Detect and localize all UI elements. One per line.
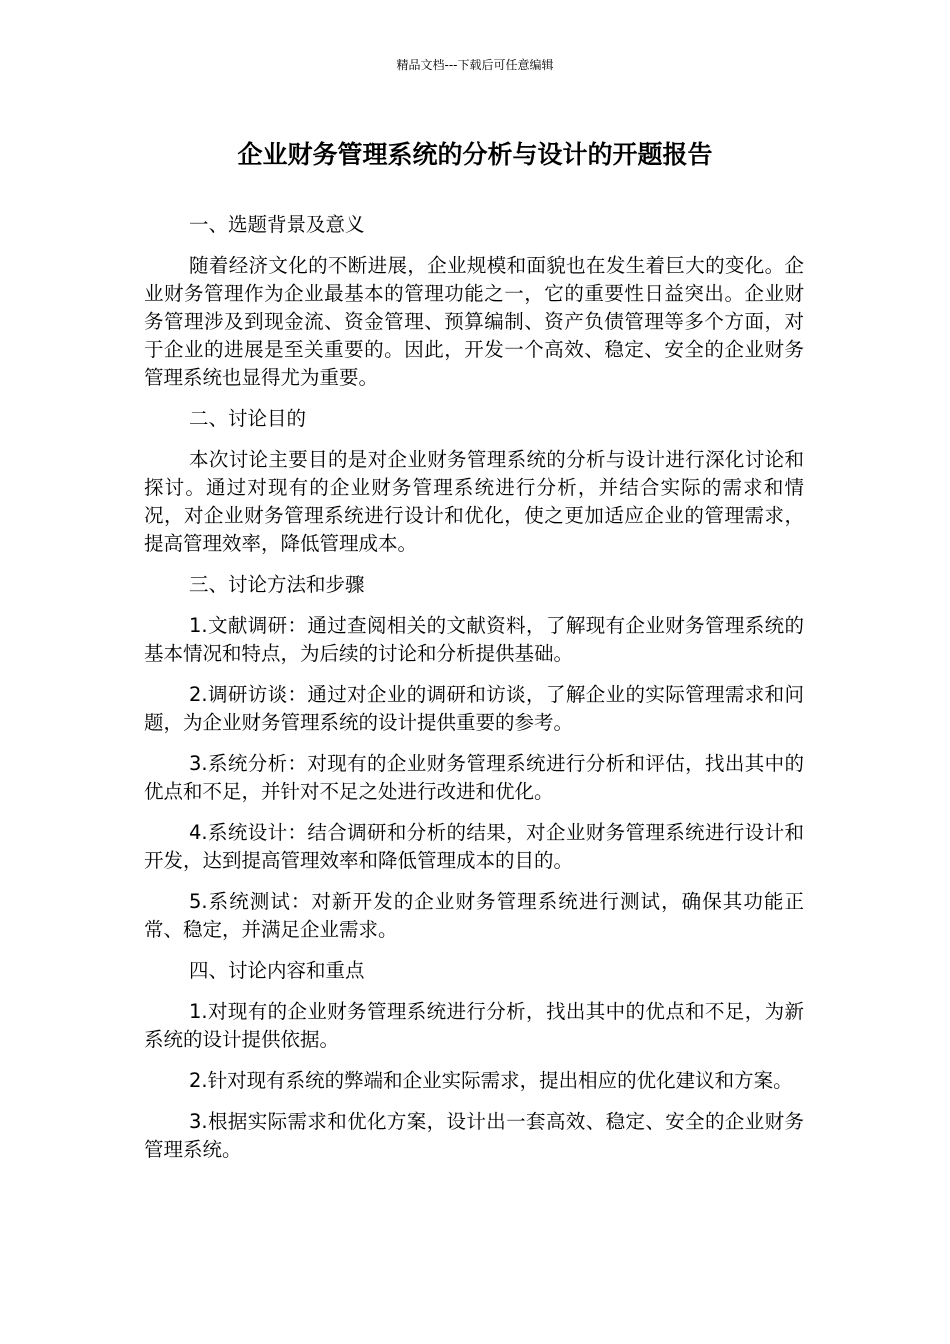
list-item-method-2: 2.调研访谈：通过对企业的调研和访谈，了解企业的实际管理需求和问题，为企业财务管理系统的设计提供重要的参考。 [144, 683, 804, 734]
section-heading-methods: 三、讨论方法和步骤 [189, 573, 365, 596]
section-heading-purpose: 二、讨论目的 [189, 407, 307, 430]
section-heading-background: 一、选题背景及意义 [189, 213, 365, 236]
document-title: 企业财务管理系统的分析与设计的开题报告 [237, 140, 713, 169]
paragraph-purpose: 本次讨论主要目的是对企业财务管理系统的分析与设计进行深化讨论和探讨。通过对现有的企业财务管理系统进行分析，并结合实际的需求和情况，对企业财务管理系统进行设计和优化，使之更加适应企业的管理需求，提高管理效率，降低管理成本。 [144, 448, 804, 555]
list-item-method-1: 1.文献调研：通过查阅相关的文献资料，了解现有企业财务管理系统的基本情况和特点，为后续的讨论和分析提供基础。 [144, 614, 804, 665]
list-item-content-2: 2.针对现有系统的弊端和企业实际需求，提出相应的优化建议和方案。 [189, 1069, 793, 1092]
paragraph-background: 随着经济文化的不断进展，企业规模和面貌也在发生着巨大的变化。企业财务管理作为企业最基本的管理功能之一，它的重要性日益突出。企业财务管理涉及到现金流、资金管理、预算编制、资产负债管理等多个方面，对于企业的进展是至关重要的。因此，开发一个高效、稳定、安全的企业财务管理系统也显得尤为重要。 [144, 254, 804, 389]
list-item-content-1: 1.对现有的企业财务管理系统进行分析，找出其中的优点和不足，为新系统的设计提供依据。 [144, 1000, 804, 1051]
document-body [144, 211, 804, 1177]
list-item-method-4: 4.系统设计：结合调研和分析的结果，对企业财务管理系统进行设计和开发，达到提高管理效率和降低管理成本的目的。 [144, 821, 804, 872]
list-item-method-5: 5.系统测试：对新开发的企业财务管理系统进行测试，确保其功能正常、稳定，并满足企业需求。 [144, 890, 804, 941]
list-item-method-3: 3.系统分析：对现有的企业财务管理系统进行分析和评估，找出其中的优点和不足，并针对不足之处进行改进和优化。 [144, 752, 804, 803]
header-note: 精品文档---下载后可任意编辑 [396, 58, 554, 72]
section-heading-content: 四、讨论内容和重点 [189, 959, 365, 982]
list-item-content-3: 3.根据实际需求和优化方案，设计出一套高效、稳定、安全的企业财务管理系统。 [144, 1110, 804, 1161]
